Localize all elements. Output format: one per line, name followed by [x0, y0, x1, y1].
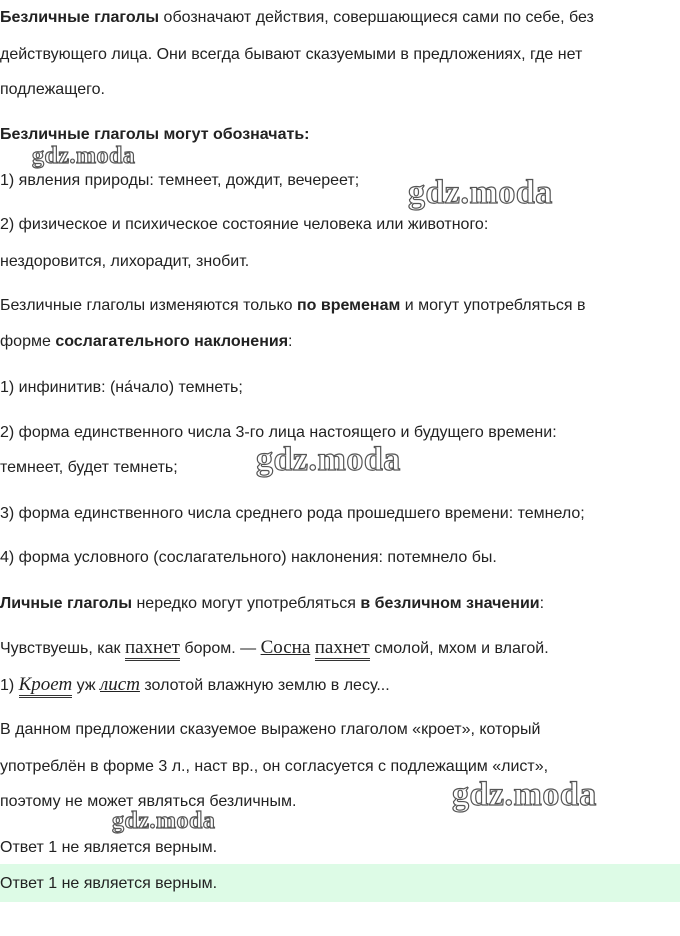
- watermark-4: gdz.moda: [452, 776, 597, 813]
- watermark-5: gdz.moda: [112, 808, 216, 834]
- term-personal-verbs: Личные глаголы: [0, 595, 133, 612]
- intro-line-2: действующего лица. Они всегда бывают сказуемыми в предложениях, где нет: [0, 46, 583, 63]
- tense-line-2: форме сослагательного наклонения:: [0, 333, 293, 350]
- predicate-kroet: Кроет: [19, 674, 73, 698]
- answer-box-text: Ответ 1 не является верным.: [0, 875, 218, 892]
- term-subjunctive: сослагательного наклонения: [55, 333, 289, 350]
- term-impersonal-meaning: в безличном значении: [360, 595, 540, 612]
- explanation-line-1: В данном предложении сказуемое выражено глаголом «кроет», который: [0, 721, 541, 738]
- watermark-3: gdz.moda: [256, 441, 401, 478]
- form-item-2: 2) форма единственного числа 3-го лица настоящего и будущего времени:: [0, 424, 557, 441]
- tense-line-1: Безличные глаголы изменяются только по временам и могут употребляться в: [0, 297, 586, 314]
- term-tenses: по временам: [297, 297, 401, 314]
- form-item-1: 1) инфинитив: (на́чало) темнеть;: [0, 379, 243, 396]
- intro-line-3: подлежащего.: [0, 81, 105, 98]
- meaning-item-2: 2) физическое и психическое состояние человека или животного:: [0, 216, 489, 233]
- meaning-heading: Безличные глаголы могут обозначать:: [0, 126, 310, 143]
- explanation-line-3: поэтому не может являться безличным.: [0, 793, 297, 810]
- form-item-3: 3) форма единственного числа среднего рода прошедшего времени: темнело;: [0, 505, 585, 522]
- meaning-item-2-cont: нездоровится, лихорадит, знобит.: [0, 253, 250, 270]
- explanation-line-2: употреблён в форме 3 л., наст вр., он согласуется с подлежащим «лист»,: [0, 758, 549, 775]
- watermark-1: gdz.moda: [32, 143, 136, 169]
- personal-verbs-line: Личные глаголы нередко могут употребляться в безличном значении:: [0, 595, 545, 612]
- predicate-pakhnet-1: пахнет: [125, 637, 180, 661]
- intro-line-1: [0, 8, 594, 28]
- term-impersonal-verbs: Безличные глаголы: [0, 9, 160, 26]
- example-sentence-2: 1) Кроет уж лист золотой влажную землю в лесу...: [0, 675, 390, 696]
- watermark-2: gdz.moda: [408, 174, 553, 211]
- example-sentence-1: Чувствуешь, как пахнет бором. — Сосна пахнет смолой, мхом и влагой.: [0, 638, 549, 659]
- meaning-item-1: 1) явления природы: темнеет, дождит, вечереет;: [0, 172, 360, 189]
- form-item-4: 4) форма условного (сослагательного) наклонения: потемнело бы.: [0, 549, 497, 566]
- intro-text: обозначают действия, совершающиеся сами по себе, без: [159, 9, 594, 26]
- form-item-2-cont: темнеет, будет темнеть;: [0, 459, 178, 476]
- answer-plain: Ответ 1 не является верным.: [0, 839, 218, 856]
- subject-sosna: Сосна: [260, 637, 311, 658]
- predicate-pakhnet-2: пахнет: [315, 637, 370, 661]
- subject-list: лист: [99, 674, 140, 695]
